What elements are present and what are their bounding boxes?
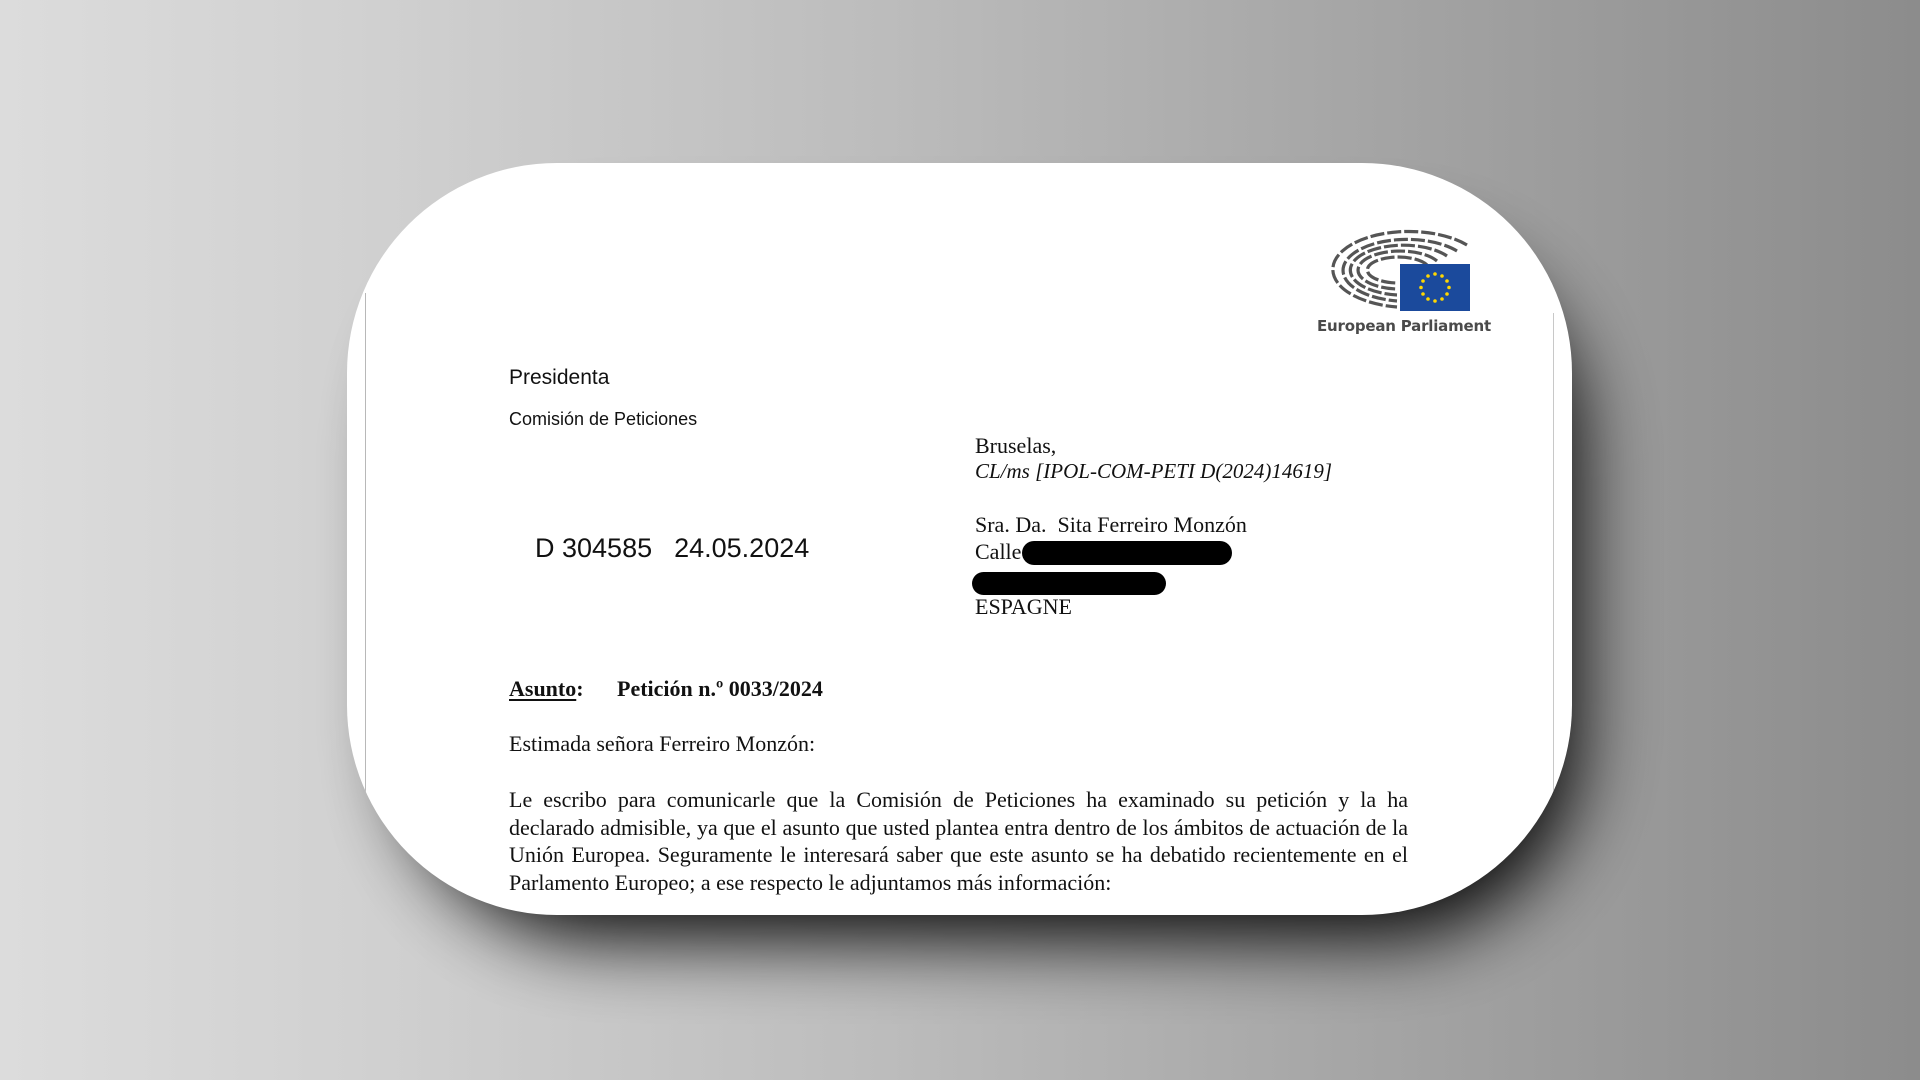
body-paragraph: Le escribo para comunicarle que la Comisión de Peticiones ha examinado su petición y la ha declarado admisible, ya que el asunto que usted plantea entra dentro de los ámbitos de actuación de la Unión Europea. Seguramente le interesará saber que este asunto se ha debatido recientemente en el Parlamento Europeo; a ese respecto le adjuntamos más información: [509,787,1408,895]
european-parliament-logo [1317,225,1491,340]
recipient-country: ESPAGNE [975,594,1072,619]
recipient-name: Sra. Da. Sita Ferreiro Monzón [975,512,1247,537]
sender-committee: Comisión de Peticiones [509,409,698,429]
european-parliament-hemicycle-icon [1317,225,1473,315]
redaction-city [972,572,1166,595]
subject-colon: : [576,676,584,701]
location-city: Bruselas, [975,433,1057,458]
sender-title: Presidenta [509,366,610,389]
subject-value: Petición n.º 0033/2024 [617,676,823,701]
reference-number: D 304585 [535,533,653,563]
subject-label-text: Asunto [509,676,577,701]
logo-text: European Parliament [1317,317,1491,335]
redaction-street [1022,541,1232,565]
subject-label [509,676,584,702]
letter-card [347,163,1572,915]
location-code: CL/ms [IPOL-COM-PETI D(2024)14619] [975,459,1332,483]
salutation: Estimada señora Ferreiro Monzón: [509,731,816,756]
reference-date: 24.05.2024 [674,533,810,563]
page-edge-right [1553,313,1554,915]
recipient-street: Calle [975,539,1022,564]
eu-flag-icon [1400,264,1470,311]
reference-line [535,533,809,564]
page-edge-left [365,293,366,915]
